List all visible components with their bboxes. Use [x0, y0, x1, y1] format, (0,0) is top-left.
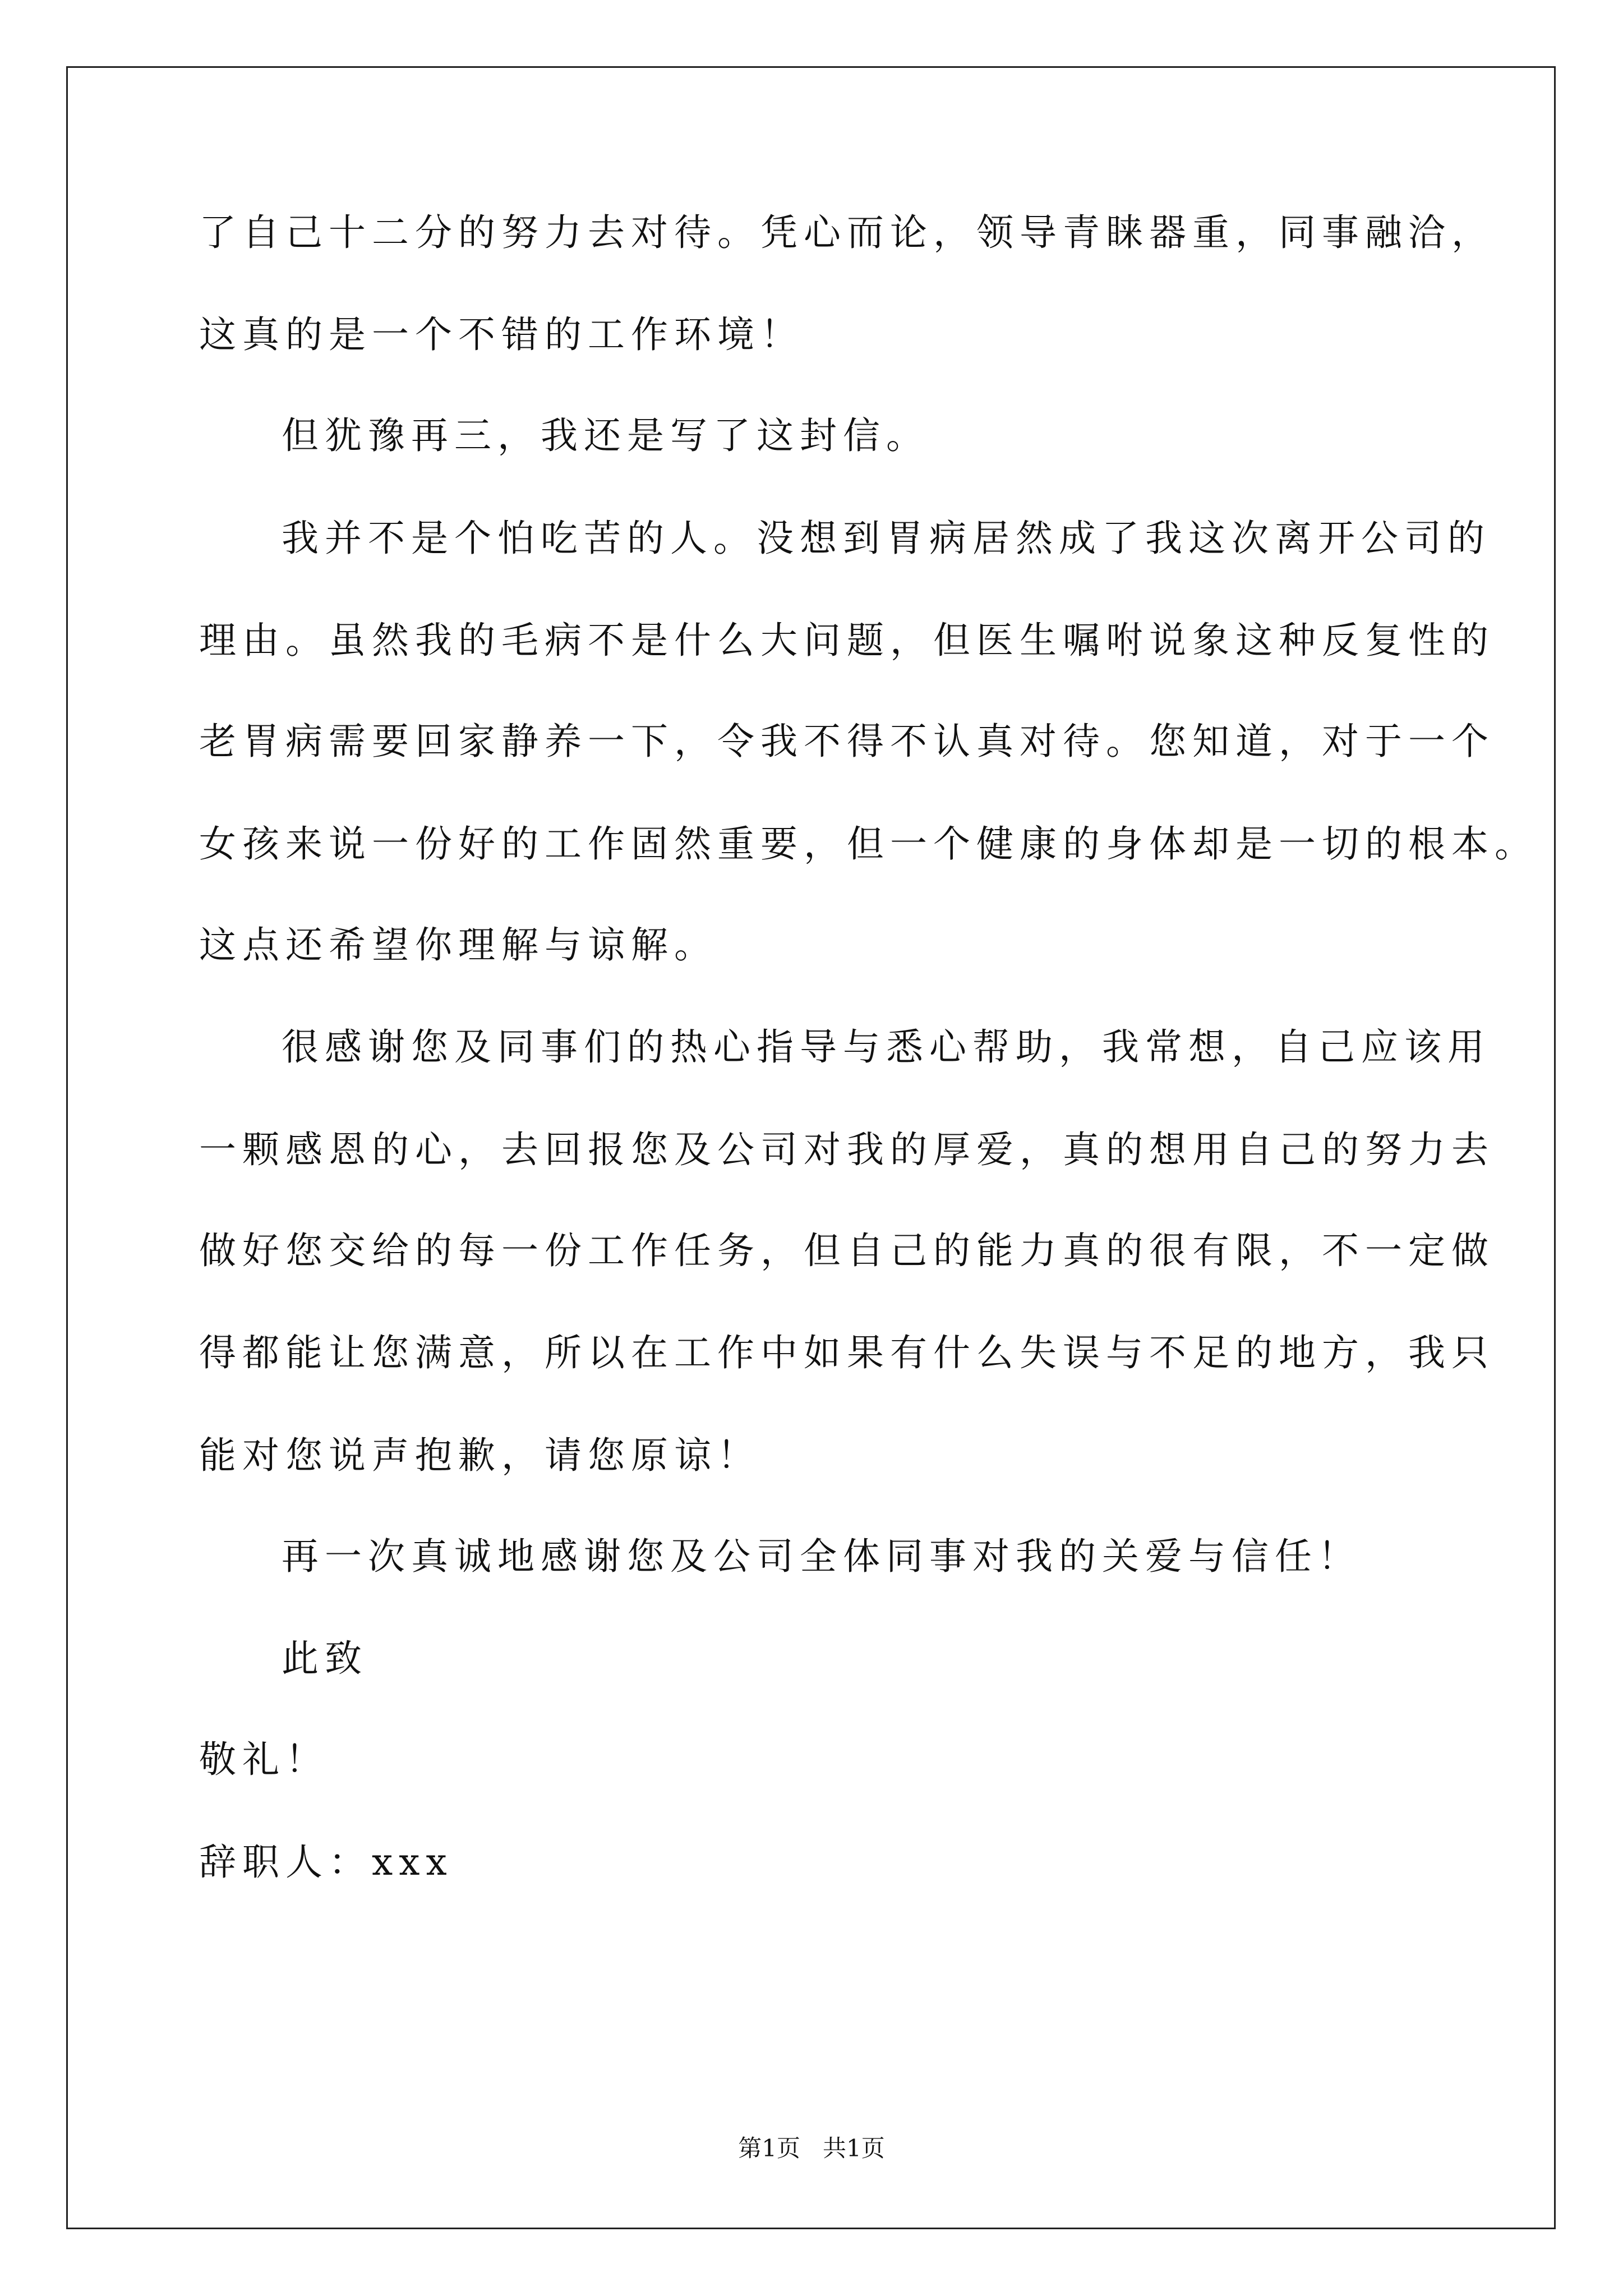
text-line: 但犹豫再三，我还是写了这封信。	[282, 414, 929, 457]
text-line: 了自己十二分的努力去对待。凭心而论，领导青睐器重，同事融洽，	[199, 211, 1495, 254]
text-line: 老胃病需要回家静养一下，令我不得不认真对待。您知道，对于一个	[199, 720, 1495, 763]
text-line: 理由。虽然我的毛病不是什么大问题，但医生嘱咐说象这种反复性的	[199, 619, 1495, 662]
text-line: 这真的是一个不错的工作环境！	[199, 313, 804, 356]
text-line: 很感谢您及同事们的热心指导与悉心帮助，我常想，自己应该用	[282, 1025, 1491, 1069]
signature-line: 辞职人：xxx	[199, 1841, 453, 1884]
text-line: 我并不是个怕吃苦的人。没想到胃病居然成了我这次离开公司的	[282, 517, 1491, 560]
closing-salutation: 此致	[282, 1637, 368, 1680]
text-line: 做好您交给的每一份工作任务，但自己的能力真的很有限，不一定做	[199, 1229, 1495, 1272]
text-line: 女孩来说一份好的工作固然重要，但一个健康的身体却是一切的根本。	[199, 822, 1538, 866]
text-line: 得都能让您满意，所以在工作中如果有什么失误与不足的地方，我只	[199, 1331, 1495, 1374]
page-number: 第1页 共1页	[738, 2134, 885, 2162]
text-line: 这点还希望你理解与谅解。	[199, 923, 717, 967]
text-line: 一颗感恩的心，去回报您及公司对我的厚爱，真的想用自己的努力去	[199, 1128, 1495, 1171]
text-line: 能对您说声抱歉，请您原谅！	[199, 1434, 760, 1477]
closing-regards: 敬礼！	[199, 1738, 329, 1781]
text-line: 再一次真诚地感谢您及公司全体同事对我的关爱与信任！	[282, 1535, 1361, 1578]
